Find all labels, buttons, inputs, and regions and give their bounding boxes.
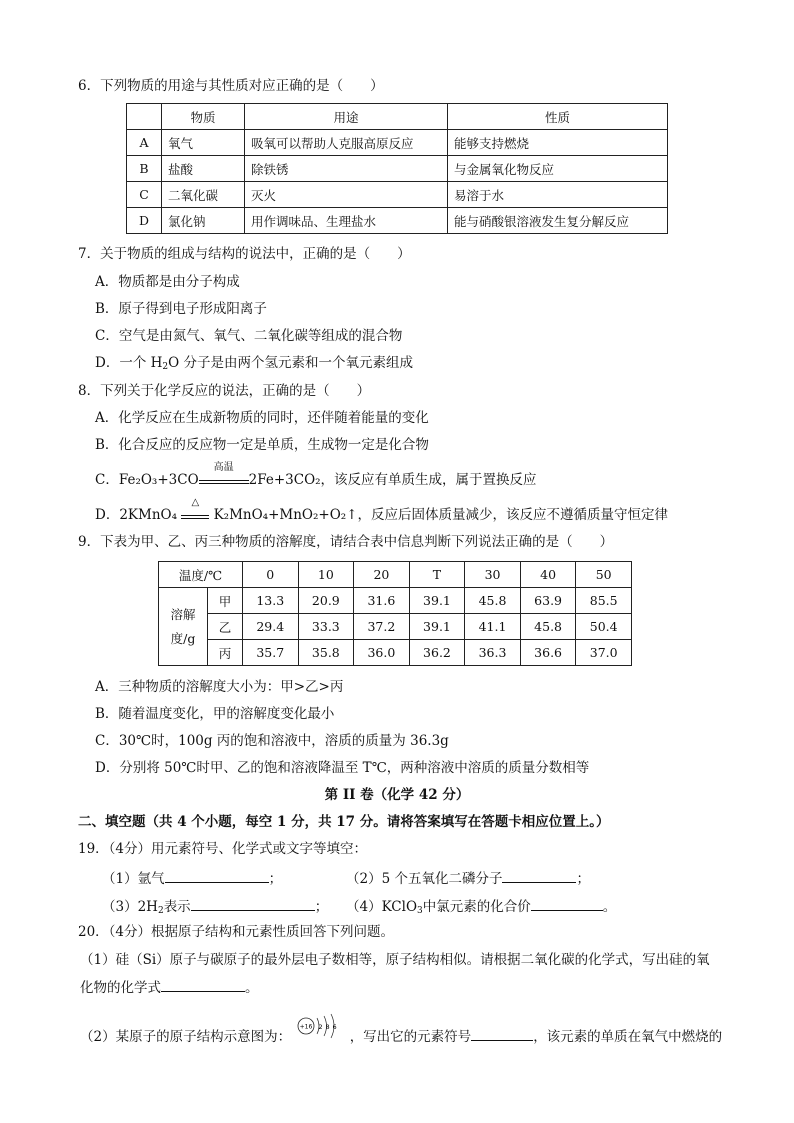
row-name: 乙 [208,614,243,640]
side-label [159,588,208,666]
reaction-condition: △ [191,497,200,508]
table-cell: 35.8 [298,640,354,666]
table-cell: B [127,156,162,182]
q9-option-b: B．随着温度变化，甲的溶解度变化最小 [95,706,335,722]
q8-option-b: B．化合反应的反应物一定是单质，生成物一定是化合物 [95,437,429,453]
shell-electrons: 8 [325,1023,331,1031]
answer-blank[interactable] [161,977,245,992]
q19-p3-pre: （3）2H [102,899,158,915]
row-name: 丙 [208,640,243,666]
table-cell: 除铁锈 [245,156,448,182]
q7-d-sub: 2 [162,362,169,372]
section-heading: 二、填空题（共 4 个小题，每空 1 分，共 17 分。请将答案填写在答题卡相应位置上。） [78,814,610,830]
side-label-line: 度/g [170,630,196,646]
table-cell: 50.4 [576,614,632,640]
q8-option-a: A．化学反应在生成新物质的同时，还伴随着能量的变化 [95,410,429,426]
q19-p3-end: ； [314,899,329,915]
reaction-arrow [199,462,249,484]
reaction-arrow [181,497,209,519]
q8-d-left: D．2KMnO₄ [95,507,177,523]
q19-part-4 [346,896,616,920]
shell-electrons: 2 [318,1023,324,1031]
table-row [127,182,668,208]
table-cell: 36.2 [409,640,465,666]
side-label-line: 溶解 [170,606,196,622]
q19-p2-label: （2）5 个五氧化二磷分子 [346,871,503,887]
q19-p1-end: ； [268,871,283,887]
q20-p2-pre: （2）某原子的原子结构示意图为： [80,1029,292,1045]
q7-option-c: C．空气是由氮气、氧气、二氧化碳等组成的混合物 [95,328,403,344]
q7-d-pre: D．一个 H [95,355,163,371]
reaction-condition: 高温 [213,462,234,473]
atomic-structure-diagram [297,1013,343,1047]
q6-stem: 6．下列物质的用途与其性质对应正确的是（ ） [78,78,384,94]
header-cell: 0 [243,562,299,588]
table-cell: 85.5 [576,588,632,614]
table-cell: 能与硝酸银溶液发生复分解反应 [448,208,668,234]
table-cell: 35.7 [243,640,299,666]
answer-blank[interactable] [471,1026,533,1041]
answer-blank[interactable] [165,868,269,883]
q9-stem: 9．下表为甲、乙、丙三种物质的溶解度，请结合表中信息判断下列说法正确的是（ ） [78,534,614,550]
q8-option-c [95,462,537,489]
table-cell: 吸氧可以帮助人克服高原反应 [245,130,448,156]
table-cell: 29.4 [243,614,299,640]
table-cell: 能够支持燃烧 [448,130,668,156]
table-cell: 33.3 [298,614,354,640]
q8-stem: 8．下列关于化学反应的说法，正确的是（ ） [78,383,371,399]
table-cell: 13.3 [243,588,299,614]
header-cell: 20 [354,562,410,588]
q20-p1-end: 。 [245,980,259,996]
table-cell: 用作调味品、生理盐水 [245,208,448,234]
header-cell: 30 [465,562,521,588]
q9-option-a: A．三种物质的溶解度大小为：甲>乙>丙 [95,679,344,695]
q7-option-d [95,354,413,376]
q19-p4-pre: （4）KClO [346,899,418,915]
q8-d-right: K₂MnO₄+MnO₂+O₂↑，反应后固体质量减少，该反应不遵循质量守恒定律 [213,507,668,523]
table-row [159,640,632,666]
table-cell: 36.3 [465,640,521,666]
q19-p4-sub: 3 [417,906,423,916]
q20-p2-post: ，该元素的单质在氧气中燃烧的 [533,1029,723,1045]
table-row [159,588,632,614]
table-cell: 36.0 [354,640,410,666]
header-cell [127,104,162,130]
table-cell: 45.8 [465,588,521,614]
q8-c-left: C．Fe₂O₃+3CO [95,472,199,488]
answer-blank[interactable] [531,896,603,911]
q19-p1-label: （1）氩气 [102,871,165,887]
q19-p4-post: 中氯元素的化合价 [422,899,531,915]
q19-part-3 [102,896,328,920]
q19-p3-post: 表示 [163,899,191,915]
row-name: 甲 [208,588,243,614]
q20-part-1-line-1: （1）硅（Si）原子与碳原子的最外层电子数相等，原子结构相似。请根据二氧化碳的化学式，写出硅的氧 [80,952,710,968]
q7-d-post: O 分子是由两个氢元素和一个氧元素组成 [168,355,413,371]
header-cell: T [409,562,465,588]
q7-stem: 7．关于物质的组成与结构的说法中，正确的是（ ） [78,246,411,262]
header-cell: 40 [520,562,576,588]
q20-part-1-line-2 [80,977,259,997]
header-cell: 温度/℃ [159,562,243,588]
q8-option-d [95,497,668,524]
header-cell: 物质 [162,104,245,130]
q20-stem: 20．（4分）根据原子结构和元素性质回答下列问题。 [78,924,395,940]
table-cell: 氧气 [162,130,245,156]
table-cell: 易溶于水 [448,182,668,208]
shell-electrons: 6 [332,1023,338,1031]
q19-p2-end: ； [576,871,590,887]
q19-p3-sub: 2 [157,906,164,916]
table-cell: D [127,208,162,234]
table-row [127,130,668,156]
q9-option-d: D．分别将 50℃时甲、乙的饱和溶液降温至 T℃，两种溶液中溶质的质量分数相等 [95,760,590,776]
q9-table [158,561,632,666]
header-cell: 性质 [448,104,668,130]
table-cell: 盐酸 [162,156,245,182]
table-cell: 37.0 [576,640,632,666]
table-cell: 37.2 [354,614,410,640]
table-cell: 39.1 [409,614,465,640]
answer-blank[interactable] [191,896,315,911]
q19-part-2 [346,868,590,888]
q9-option-c: C．30℃时，100g 丙的饱和溶液中，溶质的质量为 36.3g [95,733,449,749]
table-row [159,614,632,640]
q20-p2-mid: ，写出它的元素符号 [349,1029,472,1045]
table-cell: 45.8 [520,614,576,640]
table-row [127,208,668,234]
q19-stem: 19．（4分）用元素符号、化学式或文字等填空： [78,841,368,857]
table-cell: C [127,182,162,208]
q19-part-1 [102,868,282,888]
table-header-row [127,104,668,130]
table-cell: 36.6 [520,640,576,666]
q20-part-2 [80,1023,723,1047]
header-cell: 50 [576,562,632,588]
table-cell: 20.9 [298,588,354,614]
table-cell: 31.6 [354,588,410,614]
answer-blank[interactable] [502,868,576,883]
header-cell: 用途 [245,104,448,130]
header-cell: 10 [298,562,354,588]
section-title: 第 II 卷（化学 42 分） [324,787,470,803]
table-row [127,156,668,182]
q7-option-a: A．物质都是由分子构成 [95,274,240,290]
q19-p4-end: 。 [602,899,617,915]
table-cell: 氯化钠 [162,208,245,234]
q6-table [126,103,668,234]
table-header-row [159,562,632,588]
q20-p1-line2: 化物的化学式 [80,980,161,996]
table-cell: 二氧化碳 [162,182,245,208]
q7-option-b: B．原子得到电子形成阳离子 [95,301,267,317]
q8-c-right: 2Fe+3CO₂，该反应有单质生成，属于置换反应 [248,472,537,488]
table-cell: 与金属氧化物反应 [448,156,668,182]
nucleus-charge: +16 [300,1023,313,1031]
table-cell: 41.1 [465,614,521,640]
table-cell: 灭火 [245,182,448,208]
table-cell: A [127,130,162,156]
table-cell: 39.1 [409,588,465,614]
table-cell: 63.9 [520,588,576,614]
